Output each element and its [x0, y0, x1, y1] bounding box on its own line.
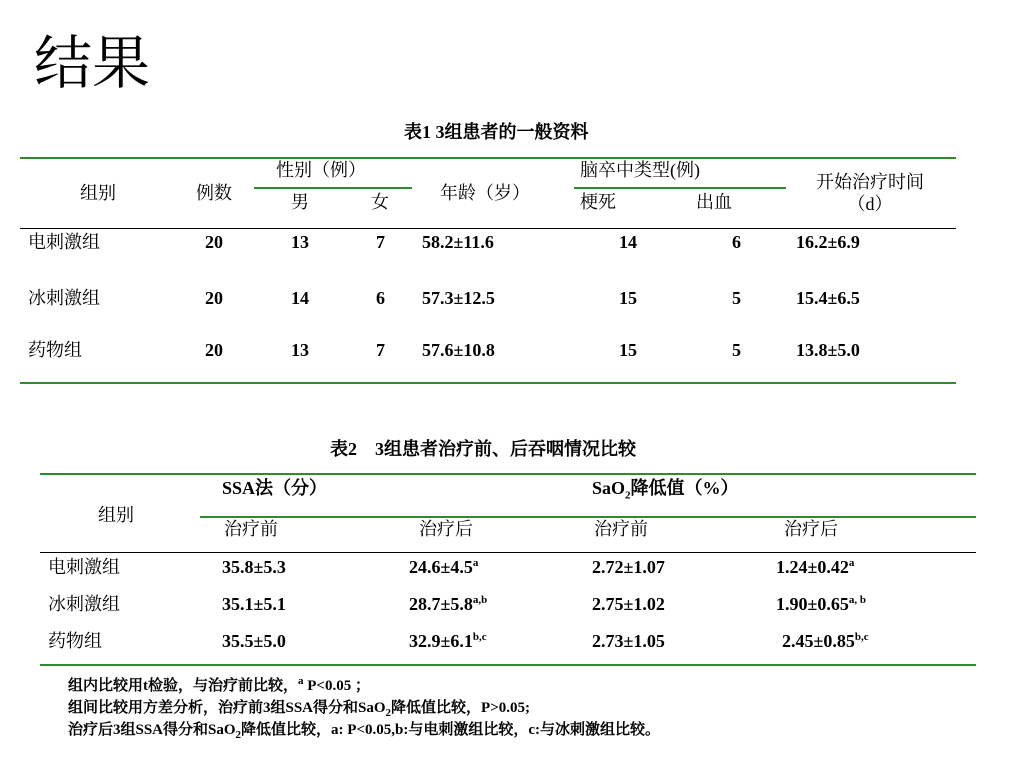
footnote-3-tail: 降低值比较，a: P<0.05,b:与电刺激组比较，c:与冰刺激组比较。: [241, 722, 660, 738]
t1-r2-infarct: 15: [619, 288, 637, 308]
t1-r3-group: 药物组: [28, 340, 82, 360]
footnote-line-3: [68, 719, 660, 741]
footnote-2-text: 组间比较用方差分析，治疗前3组SSA得分和SaO: [68, 700, 386, 716]
table2-sub-rule: [200, 516, 976, 518]
footnote-2-tail: 降低值比较，P>0.05;: [391, 700, 530, 716]
footnote-3-sub: 2: [235, 729, 242, 741]
table2-caption: 表2 3组患者治疗前、后吞咽情况比较: [330, 439, 636, 459]
t1-r3-infarct: 15: [619, 340, 637, 360]
footnote-1-sup: a: [298, 675, 304, 687]
t2-r2-ssa-after: [409, 594, 487, 616]
t1-r1-hemorrhage: 6: [732, 232, 741, 252]
t2-header-before-sao2: 治疗前: [594, 519, 648, 539]
t1-r3-male: 13: [291, 340, 309, 360]
t1-header-male: 男: [291, 192, 309, 212]
slide-title: 结果: [34, 29, 151, 97]
t2-r1-ssa-after-value: 24.6±4.5: [409, 557, 473, 577]
t2-r1-group: 电刺激组: [48, 557, 120, 577]
t1-r3-hemorrhage: 5: [732, 340, 741, 360]
t2-r2-ssa-after-sup: a,b: [472, 594, 488, 606]
t2-r3-group: 药物组: [48, 631, 102, 651]
t1-r3-count: 20: [205, 340, 223, 360]
t1-r1-age: 58.2±11.6: [422, 232, 494, 252]
table2-bottom-rule: [40, 664, 976, 666]
t2-r2-sao2-after-value: 1.90±0.65: [776, 594, 849, 614]
t1-r1-female: 7: [376, 232, 385, 252]
t1-r2-male: 14: [291, 288, 309, 308]
t1-r2-group: 冰刺激组: [28, 288, 100, 308]
t2-r1-sao2-after-sup: a: [848, 557, 855, 569]
t1-header-age: 年龄（岁）: [440, 183, 530, 203]
t2-r3-sao2-after-value: 2.45±0.85: [782, 631, 855, 651]
t2-r3-ssa-after-sup: b,c: [472, 631, 487, 643]
t1-header-start-time-line1: 开始治疗时间: [816, 172, 924, 192]
t2-r1-sao2-after: [776, 557, 854, 579]
t2-header-ssa: SSA法（分）: [222, 478, 328, 498]
table1-sex-rule: [254, 187, 412, 189]
t1-r1-infarct: 14: [619, 232, 637, 252]
table-footnotes: [68, 675, 660, 741]
t2-r2-ssa-before: 35.1±5.1: [222, 594, 286, 614]
t1-r2-start: 15.4±6.5: [796, 288, 860, 308]
t2-r1-ssa-before: 35.8±5.3: [222, 557, 286, 577]
t2-r2-sao2-after-sup: a, b: [848, 594, 867, 606]
t2-r3-sao2-before: 2.73±1.05: [592, 631, 665, 651]
footnote-line-2: [68, 697, 660, 719]
t1-header-infarct: 梗死: [580, 192, 616, 212]
t1-header-sex: 性别（例）: [276, 160, 366, 180]
t2-r1-ssa-after: [409, 557, 478, 579]
t1-r3-start: 13.8±5.0: [796, 340, 860, 360]
table2-header-rule: [40, 552, 976, 553]
table1-type-rule: [574, 187, 786, 189]
t1-header-group: 组别: [80, 183, 116, 203]
footnote-1-tail: P<0.05 ；: [303, 678, 370, 694]
table1-bottom-rule: [20, 382, 956, 384]
t1-r2-female: 6: [376, 288, 385, 308]
t2-header-sao2-rest: 降低值（%）: [630, 478, 739, 498]
table1-top-rule: [20, 157, 956, 159]
t1-r1-start: 16.2±6.9: [796, 232, 860, 252]
table1-header-rule: [20, 228, 956, 229]
t2-header-sao2-sub: 2: [625, 489, 631, 502]
t1-r2-age: 57.3±12.5: [422, 288, 495, 308]
footnote-3-text: 治疗后3组SSA得分和SaO: [68, 722, 236, 738]
table1-caption: 表1 3组患者的一般资料: [404, 122, 589, 142]
t1-header-female: 女: [371, 192, 389, 212]
table2-top-rule: [40, 473, 976, 475]
t2-r3-ssa-before: 35.5±5.0: [222, 631, 286, 651]
t2-r2-sao2-after: [776, 594, 866, 616]
t1-header-hemorrhage: 出血: [696, 192, 732, 212]
t2-header-before-ssa: 治疗前: [224, 519, 278, 539]
t2-header-after-ssa: 治疗后: [419, 519, 473, 539]
footnote-2-sub: 2: [385, 707, 392, 719]
t1-header-start-time-line2: （d）: [847, 193, 893, 214]
t2-r2-sao2-before: 2.75±1.02: [592, 594, 665, 614]
t2-header-group: 组别: [98, 505, 134, 525]
t1-header-count: 例数: [196, 183, 232, 203]
t2-header-after-sao2: 治疗后: [784, 519, 838, 539]
t2-r3-ssa-after: [409, 631, 487, 653]
t1-r1-male: 13: [291, 232, 309, 252]
t1-r1-count: 20: [205, 232, 223, 252]
t2-header-sao2: [592, 478, 739, 500]
footnote-1-text: 组内比较用t检验，与治疗前比较，: [68, 678, 298, 694]
t2-r1-ssa-after-sup: a: [472, 557, 479, 569]
t1-r3-age: 57.6±10.8: [422, 340, 495, 360]
t1-r2-count: 20: [205, 288, 223, 308]
t1-r1-group: 电刺激组: [28, 232, 100, 252]
t1-header-start-time: [800, 172, 940, 215]
t1-r3-female: 7: [376, 340, 385, 360]
footnote-line-1: [68, 675, 660, 697]
t1-r2-hemorrhage: 5: [732, 288, 741, 308]
t2-r3-sao2-after-sup: b,c: [854, 631, 869, 643]
t1-header-stroke-type: 脑卒中类型(例): [580, 160, 700, 180]
t2-header-sao2-base: SaO: [592, 478, 626, 498]
t2-r2-group: 冰刺激组: [48, 594, 120, 614]
t2-r1-sao2-after-value: 1.24±0.42: [776, 557, 849, 577]
t2-r1-sao2-before: 2.72±1.07: [592, 557, 665, 577]
t2-r3-sao2-after: [782, 631, 869, 653]
t2-r2-ssa-after-value: 28.7±5.8: [409, 594, 473, 614]
t2-r3-ssa-after-value: 32.9±6.1: [409, 631, 473, 651]
